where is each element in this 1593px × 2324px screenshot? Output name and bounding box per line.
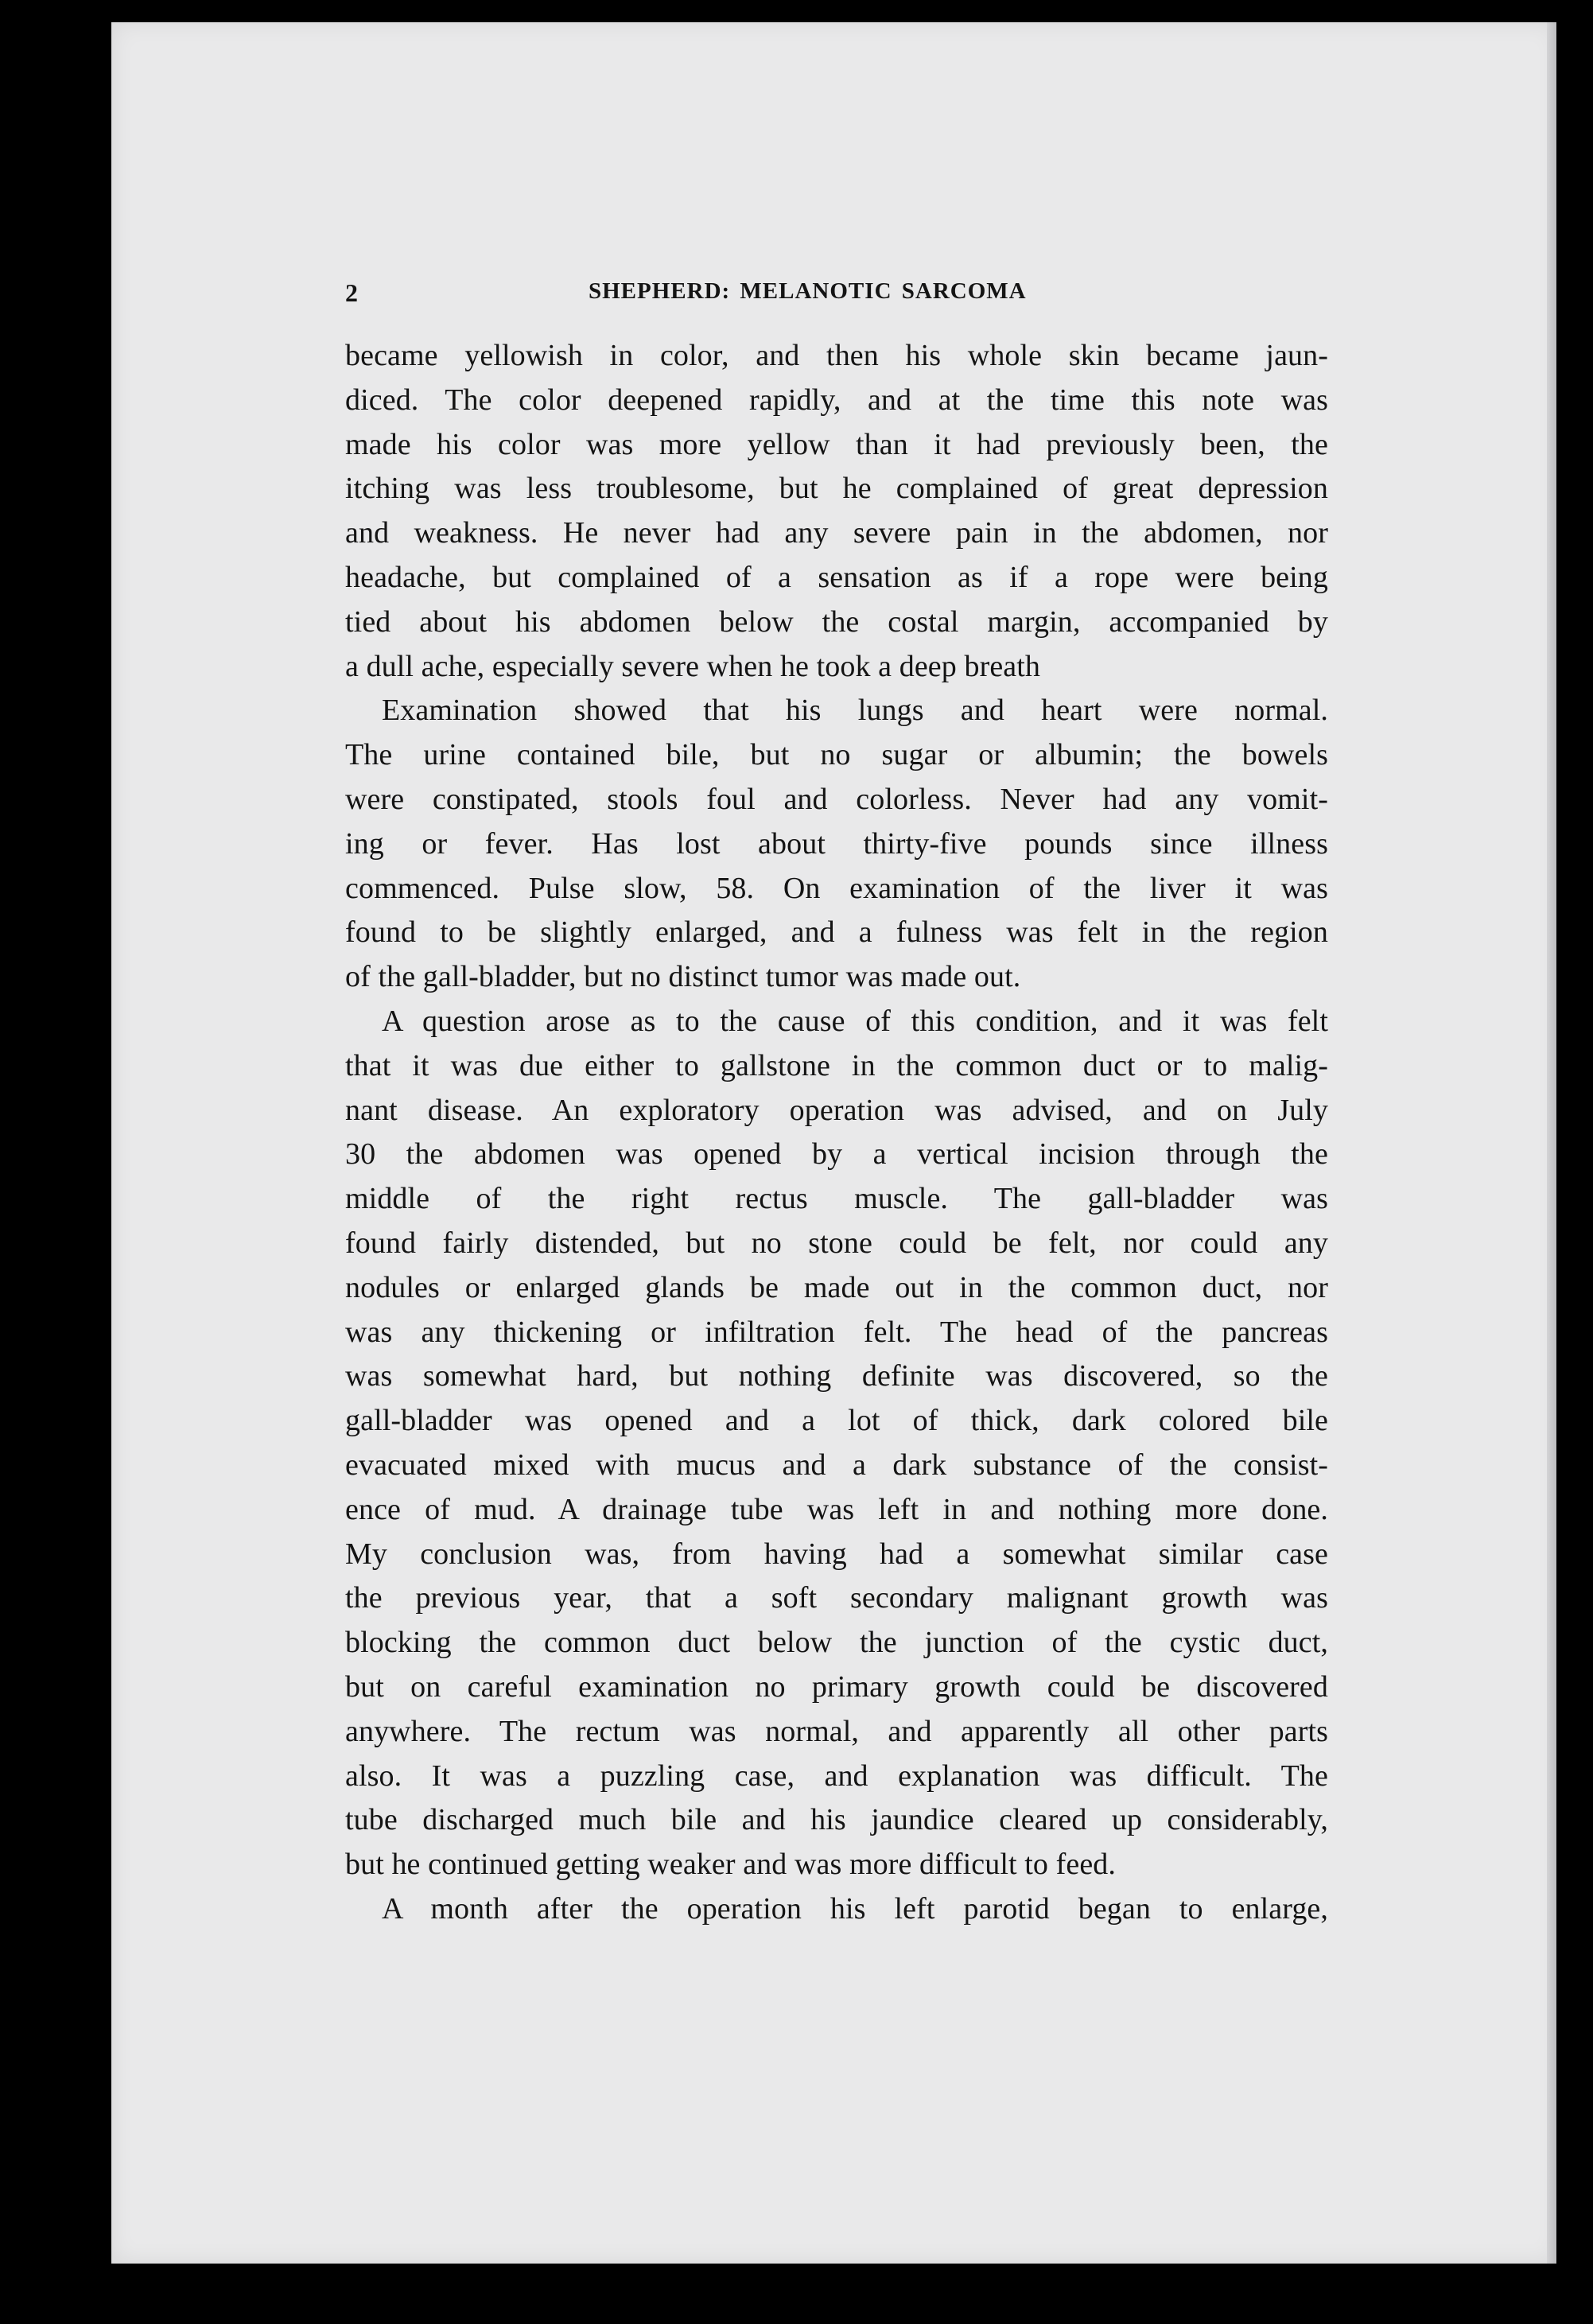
paragraph-start-line: A question arose as to the cause of this condition, and it was felt xyxy=(382,1004,1328,1038)
text-line: of the gall-bladder, but no distinct tumor was made out. xyxy=(345,960,1021,994)
text-line: My conclusion was, from having had a somewhat similar case xyxy=(345,1537,1328,1571)
text-line: but he continued getting weaker and was more difficult to feed. xyxy=(345,1848,1117,1882)
page-edge xyxy=(1547,22,1556,2264)
text-line: found fairly distended, but no stone could be felt, nor could any xyxy=(345,1226,1328,1260)
text-line: a dull ache, especially severe when he took a deep breath xyxy=(345,649,1041,683)
text-line: was any thickening or infiltration felt. The head of the pancreas xyxy=(345,1315,1328,1349)
text-line: commenced. Pulse slow, 58. On examination of the liver it was xyxy=(345,871,1328,905)
text-line: that it was due either to gallstone in the common duct or to malig- xyxy=(345,1048,1328,1082)
text-line: itching was less troublesome, but he complained of great depression xyxy=(345,472,1328,506)
text-line: the previous year, that a soft secondary malignant growth was xyxy=(345,1581,1328,1615)
page-number: 2 xyxy=(345,278,359,307)
text-line: middle of the right rectus muscle. The gall-bladder was xyxy=(345,1182,1328,1216)
paragraph-start-line: A month after the operation his left parotid began to enlarge, xyxy=(382,1891,1328,1926)
page-text-block xyxy=(345,275,1328,1932)
scan-border xyxy=(1556,22,1593,2264)
text-line: 30 the abdomen was opened by a vertical incision through the xyxy=(345,1137,1328,1172)
text-line: headache, but complained of a sensation as if a rope were being xyxy=(345,560,1328,594)
text-line: made his color was more yellow than it had previously been, the xyxy=(345,427,1328,461)
text-line: also. It was a puzzling case, and explanation was difficult. The xyxy=(345,1759,1328,1793)
text-line: was somewhat hard, but nothing definite was discovered, so the xyxy=(345,1359,1328,1393)
text-line: The urine contained bile, but no sugar or albumin; the bowels xyxy=(345,738,1328,772)
text-line: but on careful examination no primary growth could be discovered xyxy=(345,1669,1328,1704)
text-line: anywhere. The rectum was normal, and apparently all other parts xyxy=(345,1714,1328,1748)
text-line: tied about his abdomen below the costal margin, accompanied by xyxy=(345,604,1328,639)
text-line: blocking the common duct below the junction of the cystic duct, xyxy=(345,1626,1328,1660)
text-line: nant disease. An exploratory operation was advised, and on July xyxy=(345,1093,1328,1127)
text-line: diced. The color deepened rapidly, and at the time this note was xyxy=(345,383,1328,417)
text-line: were constipated, stools foul and colorless. Never had any vomit- xyxy=(345,782,1328,816)
text-line: tube discharged much bile and his jaundice cleared up considerably, xyxy=(345,1803,1328,1837)
text-line: became yellowish in color, and then his whole skin became jaun- xyxy=(345,339,1328,372)
text-line: nodules or enlarged glands be made out in the common duct, nor xyxy=(345,1270,1328,1304)
running-title: SHEPHERD: MELANOTIC SARCOMA xyxy=(589,278,1027,304)
text-line: found to be slightly enlarged, and a fulness was felt in the region xyxy=(345,915,1328,950)
paragraph-start-line: Examination showed that his lungs and heart were normal. xyxy=(382,694,1328,728)
text-line: and weakness. He never had any severe pain in the abdomen, nor xyxy=(345,516,1328,550)
running-head xyxy=(345,275,1328,313)
text-line: ence of mud. A drainage tube was left in and nothing more done. xyxy=(345,1492,1328,1526)
text-line: evacuated mixed with mucus and a dark substance of the consist- xyxy=(345,1448,1328,1482)
body-text xyxy=(345,334,1328,1932)
text-line: ing or fever. Has lost about thirty-five pounds since illness xyxy=(345,826,1328,861)
text-line: gall-bladder was opened and a lot of thick, dark colored bile xyxy=(345,1404,1328,1438)
